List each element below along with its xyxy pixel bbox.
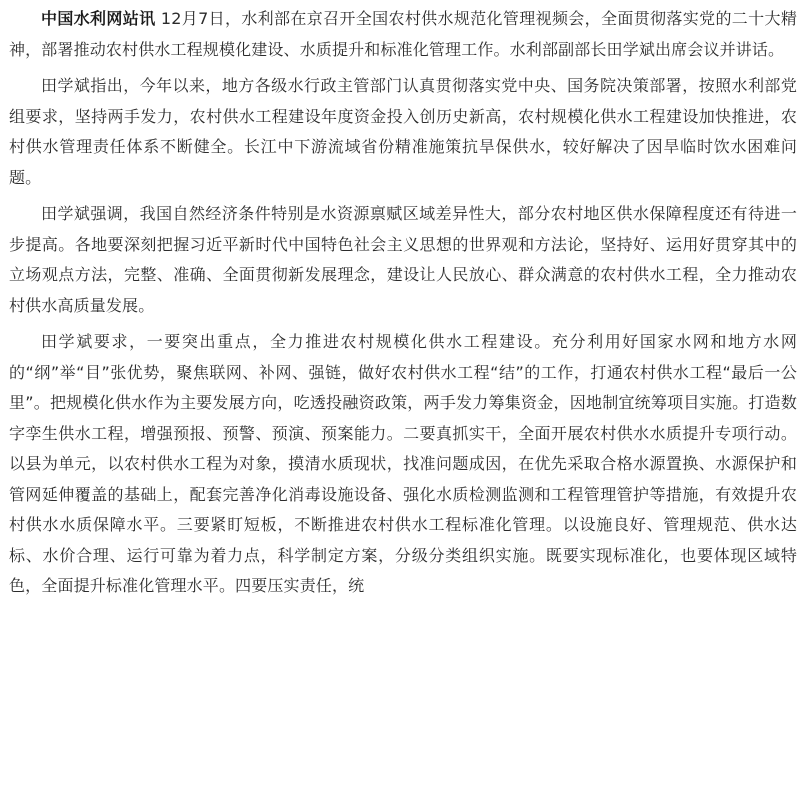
paragraph-text: 田学斌指出，今年以来，地方各级水行政主管部门认真贯彻落实党中央、国务院决策部署，按照水利部党组要求，坚持两手发力，农村供水工程建设年度资金投入创历史新高，农村规模化供水工程建设加快推进，农村供水管理责任体系不断健全。长江中下游流域省份精准施策抗旱保供水，较好解决了因旱临时饮水困难问题。	[9, 76, 797, 187]
article-paragraph-3	[9, 199, 797, 321]
paragraph-text: 12月7日，水利部在京召开全国农村供水规范化管理视频会，全面贯彻落实党的二十大精神，部署推动农村供水工程规模化建设、水质提升和标准化管理工作。水利部副部长田学斌出席会议并讲话。	[9, 9, 797, 59]
article-paragraph-2	[9, 71, 797, 193]
paragraph-text: 田学斌要求，一要突出重点，全力推进农村规模化供水工程建设。充分利用好国家水网和地方水网的“纲”举“目”张优势，聚焦联网、补网、强链，做好农村供水工程“结”的工作，打通农村供水工程“最后一公里”。把规模化供水作为主要发展方向，吃透投融资政策，两手发力筹集资金，因地制宜统筹项目实施。打造数字孪生供水工程，增强预报、预警、预演、预案能力。二要真抓实干，全面开展农村供水水质提升专项行动。以县为单元，以农村供水工程为对象，摸清水质现状，找准问题成因，在优先采取合格水源置换、水源保护和管网延伸覆盖的基础上，配套完善净化消毒设施设备、强化水质检测监测和工程管理管护等措施，有效提升农村供水水质保障水平。三要紧盯短板，不断推进农村供水工程标准化管理。以设施良好、管理规范、供水达标、水价合理、运行可靠为着力点，科学制定方案，分级分类组织实施。既要实现标准化，也要体现区域特色，全面提升标准化管理水平。四要压实责任，统	[9, 332, 797, 595]
article-body	[9, 4, 797, 608]
paragraph-text: 田学斌强调，我国自然经济条件特别是水资源禀赋区域差异性大，部分农村地区供水保障程度还有待进一步提高。各地要深刻把握习近平新时代中国特色社会主义思想的世界观和方法论，坚持好、运用好贯穿其中的立场观点方法，完整、准确、全面贯彻新发展理念，建设让人民放心、群众满意的农村供水工程，全力推动农村供水高质量发展。	[9, 204, 797, 315]
news-source-lead: 中国水利网站讯	[41, 9, 156, 28]
article-paragraph-4	[9, 327, 797, 602]
article-paragraph-1	[9, 4, 797, 65]
